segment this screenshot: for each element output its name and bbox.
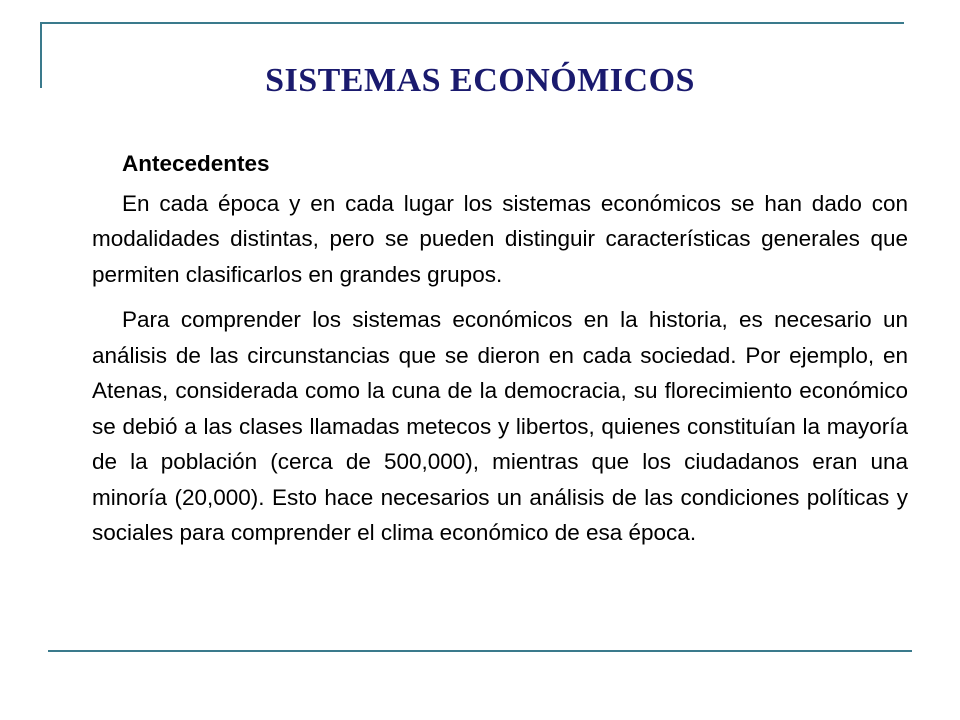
frame-top-line bbox=[40, 22, 904, 24]
paragraph-2: Para comprender los sistemas económicos en la historia, es necesario un análisis de las circunstancias que se dieron en cada sociedad. Por ejemplo, en Atenas, considerada como la cuna de la democracia, su florecimiento económico se debió a las clases llamadas metecos y libertos, quienes constituían la mayoría de la población (cerca de 500,000), mientras que los ciudadanos eran una minoría (20,000). Esto hace necesarios un análisis de las condiciones políticas y sociales para comprender el clima económico de esa época. bbox=[92, 307, 908, 545]
slide-body bbox=[92, 146, 908, 561]
slide-title: SISTEMAS ECONÓMICOS bbox=[265, 62, 695, 99]
frame-bottom-line bbox=[48, 650, 912, 652]
paragraph-1: En cada época y en cada lugar los sistemas económicos se han dado con modalidades distintas, pero se pueden distinguir características generales que permiten clasificarlos en grandes grupos. bbox=[92, 190, 908, 287]
section-heading: Antecedentes bbox=[122, 151, 270, 176]
